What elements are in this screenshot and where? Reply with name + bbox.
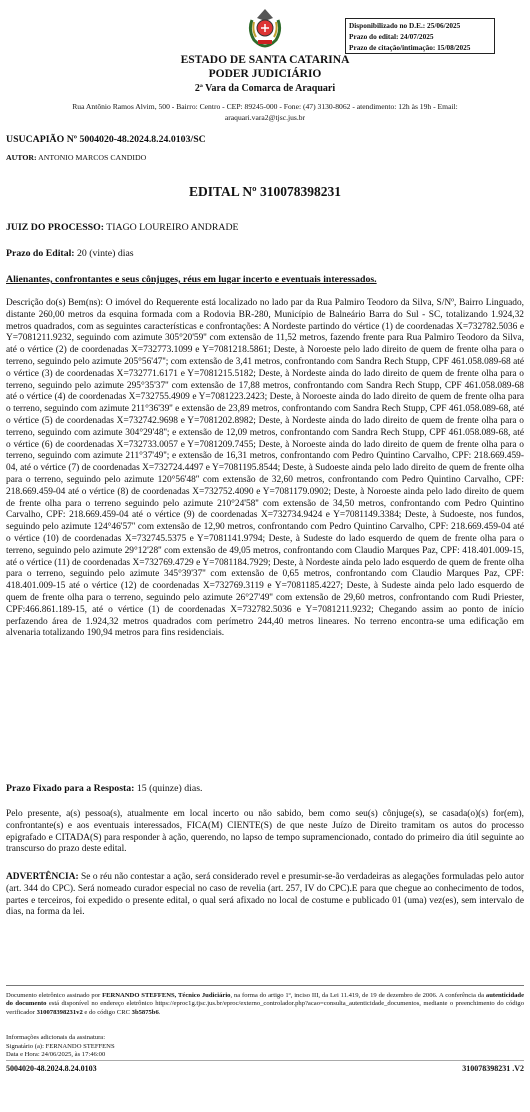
author-name: ANTONIO MARCOS CANDIDO bbox=[36, 153, 147, 162]
prazo-label: Prazo do Edital: bbox=[6, 248, 75, 259]
coat-of-arms-icon bbox=[244, 6, 286, 48]
sig-text-2: , na forma do artigo 1º, inciso III, da Lei 11.419, de 19 de dezembro de 2006. A conferência da bbox=[230, 992, 486, 999]
address-line-2: araquari.vara2@tjsc.jus.br bbox=[224, 113, 306, 122]
court-address bbox=[6, 101, 524, 123]
date-prazo-edital: Prazo do edital: 24/07/2025 bbox=[349, 32, 434, 41]
sig-text-3: está disponível no endereço eletrônico https://eproc1g.tjsc.jus.br/eproc/externo_controlador.php?acao=consulta_autenticidade_documentos, mediante o preenchimento do código verificador bbox=[6, 1000, 525, 1016]
author-line bbox=[6, 153, 146, 162]
state-title: ESTADO DE SANTA CATARINA bbox=[180, 54, 350, 66]
sig-signer: FERNANDO STEFFENS, Técnico Judiciário bbox=[102, 992, 231, 999]
citation-notice: Pelo presente, a(s) pessoa(s), atualmente em local incerto ou não sabido, bem como seu(s) cônjuge(s), se casada(o)(s) for(em), confrontante(s) e aos eventuais interessados, FICA(M) CIENTE(S) de que neste Juízo de Direito tramitam os autos do processo epigrafado e CITADA(S) para responder à ação, querendo, no lapso de tempo supramencionado, contado do primeiro dia útil seguinte ao transcurso do prazo deste edital. bbox=[6, 809, 524, 855]
prazo-resposta-label: Prazo Fixado para a Resposta: bbox=[6, 783, 135, 794]
footer-document-id: 310078398231 .V2 bbox=[462, 1064, 524, 1073]
footer-case-number: 5004020-48.2024.8.24.0103 bbox=[6, 1064, 97, 1073]
edital-title: EDITAL Nº 310078398231 bbox=[189, 184, 341, 199]
sig-text-4: e do código CRC bbox=[82, 1008, 132, 1016]
judge-name: TIAGO LOUREIRO ANDRADE bbox=[103, 222, 239, 233]
signature-divider bbox=[6, 985, 524, 986]
prazo-resposta-line bbox=[6, 783, 202, 794]
advertencia-text: Se o réu não contestar a ação, será considerado revel e presumir-se-ão verdadeiras as alegações formuladas pelo autor (art. 344 do CPC). Será nomeado curador especial no caso de revelia (art. 257, IV do CPC).E para que chegue ao conhecimento de todos, partes e terceiros, foi expedido o presente edital, o qual será afixado no local de costume e publicado 01 (uma) vez(es), sem intervalo de dias, na forma da lei. bbox=[6, 872, 524, 918]
footer-divider bbox=[6, 1060, 524, 1061]
date-disponibilizado: Disponibilizado no D.E.: 25/06/2025 bbox=[349, 21, 461, 30]
date-prazo-citacao: Prazo de citação/intimação: 15/08/2025 bbox=[349, 43, 471, 52]
sig-info-signatario: Signatário (a): FERNANDO STEFFENS bbox=[6, 1042, 115, 1050]
prazo-line bbox=[6, 248, 134, 259]
sig-verification-code: 310078398231v2 bbox=[36, 1008, 83, 1016]
sig-text-1: Documento eletrônico assinado por bbox=[6, 992, 103, 999]
electronic-signature-text bbox=[6, 992, 524, 1017]
sig-text-5: . bbox=[158, 1008, 161, 1016]
sig-info-label: Informações adicionais da assinatura: bbox=[6, 1034, 106, 1041]
sig-crc-code: 3b5875b6 bbox=[131, 1008, 159, 1016]
author-label: AUTOR: bbox=[6, 153, 37, 162]
address-line-1: Rua Antônio Ramos Alvim, 500 - Bairro: Centro - CEP: 89245-000 - Fone: (47) 3130-8062 - atendimento: 12h às 19h - Email: bbox=[72, 102, 458, 111]
case-number: USUCAPIÃO Nº 5004020-48.2024.8.24.0103/SC bbox=[6, 134, 206, 145]
sig-autenticidade: autenticidade do documento bbox=[6, 992, 525, 1008]
power-title: PODER JUDICIÁRIO bbox=[208, 68, 322, 80]
judge-line bbox=[6, 222, 239, 233]
sig-info-datetime: Data e Hora: 24/06/2025, às 17:46:00 bbox=[6, 1051, 106, 1059]
prazo-resposta-value: 15 (quinze) dias. bbox=[134, 783, 203, 794]
signature-info bbox=[6, 1034, 115, 1060]
prazo-value: 20 (vinte) dias bbox=[74, 248, 134, 259]
property-description: Descrição do(s) Bem(ns): O imóvel do Requerente está localizado no lado par da Rua Palmiro Teodoro da Silva, S/Nº, Bairro Linguado, distante 260,00 metros da esquina formada com a Rodovia BR-280, Município de Balneário Barra do Sul - SC, totalizando 1.924,32 metros quadrados, com as seguintes características e confrontações: A Nordeste partindo do vértice (1) de coordenadas X=732782.5036 e Y=7081211.9232, seguindo com azimute 305°20'59'' com extensão de 11,52 metros, fazendo frente para Rua Palmiro Teodoro da Silva, até o vértice (2) de coordenadas X=732773.1099 e Y=7081218.5861; Deste, à Noroeste pelo lado direito de quem de frente olha para o terreno, seguindo pelo azimute 205°56'47''; com extensão de 3,41 metros, confrontando com Sandra Rech Stupp, CPF 461.058.089-68 até o vértice (3) de coordenadas X=732771.6171 e Y=7081215.5182; Deste, à Nordeste ainda do lado direito de quem de frente olha para o terreno, seguindo pelo azimute 295°35'37'' com extensão de 17,88 metros, confrontando com Sandra Rech Stupp, CPF 461.058.089-68 até o vértice (4) de coordenadas X=732755.4909 e Y=7081223.2423; Deste, à Noroeste ainda do lado direito de quem de frente olha para o terreno, seguindo com azimute 211°36'39'' e extensão de 23,89 metros, confrontando com Sandra Rech Stupp, CPF 461.058.089-68, até o vértice (5) de coordenadas X=732742.9698 e Y=7081202.8982; Deste, à Nordeste ainda do lado direito de quem de frente olha para o terreno, seguindo com azimute 304°29'48''; e extensão de 12,09 metros, confrontando com Sandra Rech Stupp, CPF 461.058.089-68, até o vértice (6) de coordenadas X=732733.0057 e Y=7081209.7455; Deste, à Noroeste ainda do lado direito de quem de frente olha para o terreno, seguindo com azimute 211°37'49''; e extensão de 16,31 metros, confrontando com Pedro Quintino Carvalho, CPF: 218.669.459-04, até o vértice (7) de coordenadas X=732724.4497 e Y=7081195.8544; Deste, à Sudoeste ainda pelo lado direito de quem de frente olha para o terreno, seguindo pelo azimute 120°56'48'' com extensão de 32,60 metros, confrontando com Pedro Quintino Carvalho, CPF: 218.669.459-04 até o vértice (8) de coordenadas X=732752.4090 e Y=7081179.0902; Deste, à Noroeste ainda pelo lado direito de quem de frente olha para o terreno seguindo pelo azimute 210°24'58'' com extensão de 34,50 metros, confrontando com Pedro Quintino Carvalho, CPF: 218.669.459-04 até o vértice (9) de coordenadas X=732734.9424 e Y=7081149.3384; Deste, à Sudoeste, nos fundos, seguindo pelo azimute 124°46'57'' com extensão de 12,90 metros, confrontando com Pedro Quintino Carvalho, CPF: 218.669.459-04 até o vértice (10) de coordenadas X=732745.5375 e Y=7081141.9794; Deste, à Sudeste do lado esquerdo de quem de frente olha para o terreno, seguindo pelo azimute 29°12'28'' com extensão de 49,05 metros, confrontando com Claudio Marques Paz, CPF: 418.401.009-15, até o vértice (11) de coordenadas X=732769.4729 e Y=7081184.7929; Deste, à Nordeste ainda pelo lado esquerdo de quem de frente olha para o terreno, seguindo pelo azimute 345°39'37'' com extensão de 0,65 metros, confrontando com Claudio Marques Paz, CPF: 418.401.009-15 até o vértice (12) de coordenadas X=732769.3119 e Y=7081185.4227; Deste, à Sudeste ainda pelo lado esquerdo de quem de frente olha para o terreno, seguindo pelo azimute 26°27'49'' com extensão de 29,60 metros, confrontando com Rudi Priester, CPF:466.861.189-15, até o vértice (1) de coordenadas X=732782.5036 e Y=7081211.9232; Chegando assim ao ponto de início perfazendo área de 1.924,32 metros quadrados com perímetro 244,40 metros lineares. No terreno encontra-se uma edificação em alvenaria totalizando 190,94 metros para fins residenciais. bbox=[6, 298, 524, 639]
advertencia-label: ADVERTÊNCIA: bbox=[6, 872, 79, 882]
publication-dates-box bbox=[345, 18, 495, 54]
court-title: 2ª Vara da Comarca de Araquari bbox=[194, 83, 336, 94]
advertencia-paragraph bbox=[6, 872, 524, 919]
judge-label: JUIZ DO PROCESSO: bbox=[6, 222, 104, 233]
addressees-heading: Alienantes, confrontantes e seus cônjuges, réus em lugar incerto e eventuais interessados. bbox=[6, 274, 377, 285]
